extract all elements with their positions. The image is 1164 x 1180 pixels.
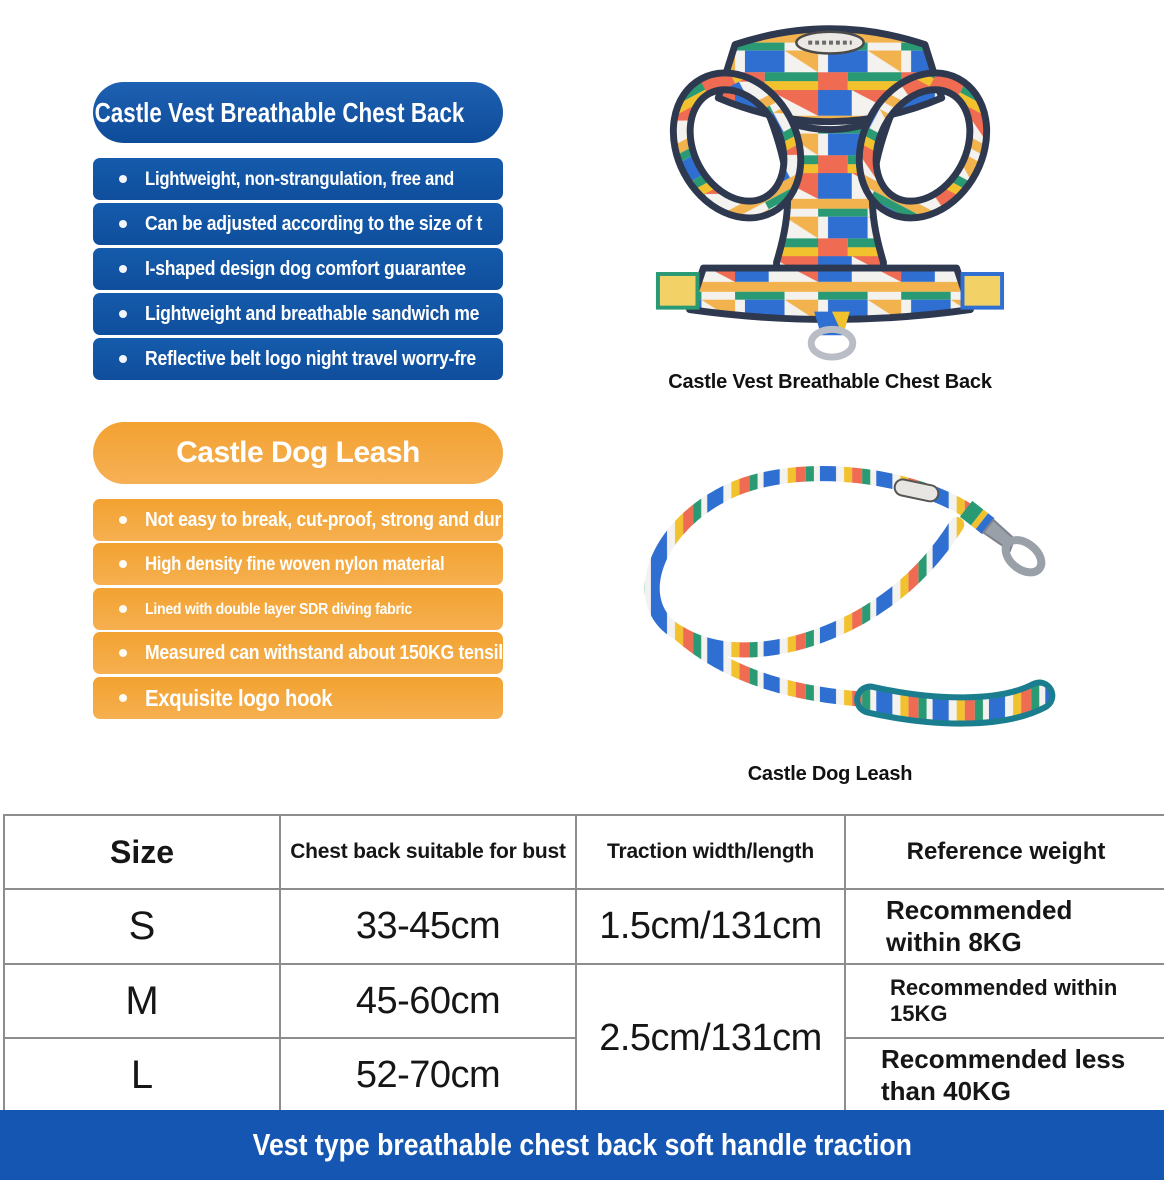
harness-section-header bbox=[93, 82, 503, 143]
bullet-dot-icon bbox=[119, 310, 127, 318]
col-header-traction: Traction width/length bbox=[576, 815, 845, 889]
col-header-weight: Reference weight bbox=[845, 815, 1164, 889]
right-buckle bbox=[963, 274, 1003, 308]
feature-text: Lined with double layer SDR diving fabric bbox=[145, 601, 412, 618]
traction-value-merged: 2.5cm/131cm bbox=[576, 964, 845, 1113]
feature-text: Measured can withstand about 150KG tensil bbox=[145, 642, 503, 664]
leash-feature-bar-1 bbox=[93, 499, 503, 541]
footer-banner bbox=[0, 1110, 1164, 1180]
size-value: L bbox=[4, 1038, 280, 1113]
size-value: S bbox=[4, 889, 280, 964]
leash-header-label: Castle Dog Leash bbox=[176, 436, 420, 469]
leash-feature-bar-3 bbox=[93, 588, 503, 630]
harness-feature-bar-5 bbox=[93, 338, 503, 380]
traction-value: 1.5cm/131cm bbox=[576, 889, 845, 964]
weight-value: Recommended less than 40KG bbox=[845, 1038, 1164, 1113]
feature-text: Lightweight, non-strangulation, free and bbox=[145, 169, 454, 190]
bullet-dot-icon bbox=[119, 265, 127, 273]
harness-feature-bar-2 bbox=[93, 203, 503, 245]
bullet-dot-icon bbox=[119, 649, 127, 657]
bust-value: 45-60cm bbox=[280, 964, 576, 1038]
leash-photo bbox=[600, 426, 1064, 758]
bullet-dot-icon bbox=[119, 220, 127, 228]
bullet-dot-icon bbox=[119, 605, 127, 613]
leash-feature-bar-2 bbox=[93, 543, 503, 585]
feature-text: Reflective belt logo night travel worry-fre bbox=[145, 348, 476, 370]
harness-header-label: Castle Vest Breathable Chest Back bbox=[94, 96, 465, 128]
leash-clasp-icon bbox=[957, 500, 1048, 579]
bullet-dot-icon bbox=[119, 560, 127, 568]
leash-section-header bbox=[93, 422, 503, 484]
bullet-dot-icon bbox=[119, 355, 127, 363]
table-row-m bbox=[4, 964, 1164, 1038]
harness-feature-bar-3 bbox=[93, 248, 503, 290]
weight-value: Recommended within 15KG bbox=[845, 964, 1164, 1038]
bust-value: 52-70cm bbox=[280, 1038, 576, 1113]
feature-text: High density fine woven nylon material bbox=[145, 554, 445, 575]
bullet-dot-icon bbox=[119, 694, 127, 702]
feature-text: Lightweight and breathable sandwich me bbox=[145, 303, 480, 325]
bust-value: 33-45cm bbox=[280, 889, 576, 964]
weight-value: Recommended within 8KG bbox=[845, 889, 1164, 964]
leash-logo-tag bbox=[893, 478, 940, 503]
bullet-dot-icon bbox=[119, 175, 127, 183]
table-row-s bbox=[4, 889, 1164, 964]
feature-text: Exquisite logo hook bbox=[145, 685, 333, 711]
size-table-header-row bbox=[4, 815, 1164, 889]
size-table bbox=[3, 814, 1164, 1114]
feature-text: Not easy to break, cut-proof, strong and dur bbox=[145, 509, 502, 531]
size-value: M bbox=[4, 964, 280, 1038]
feature-text: Can be adjusted according to the size of t bbox=[145, 213, 483, 235]
col-header-size: Size bbox=[4, 815, 280, 889]
harness-feature-bar-4 bbox=[93, 293, 503, 335]
bullet-dot-icon bbox=[119, 516, 127, 524]
col-header-bust: Chest back suitable for bust bbox=[280, 815, 576, 889]
harness-illustration bbox=[652, 6, 1008, 364]
leash-feature-bar-5 bbox=[93, 677, 503, 719]
harness-feature-bar-1 bbox=[93, 158, 503, 200]
harness-caption: Castle Vest Breathable Chest Back bbox=[668, 371, 992, 393]
harness-photo bbox=[652, 6, 1008, 364]
left-buckle bbox=[658, 274, 698, 308]
leash-caption: Castle Dog Leash bbox=[747, 763, 913, 785]
leash-feature-bar-4 bbox=[93, 632, 503, 674]
leash-illustration bbox=[600, 426, 1064, 758]
footer-banner-text: Vest type breathable chest back soft handle traction bbox=[252, 1127, 912, 1162]
feature-text: I-shaped design dog comfort guarantee bbox=[145, 258, 466, 280]
